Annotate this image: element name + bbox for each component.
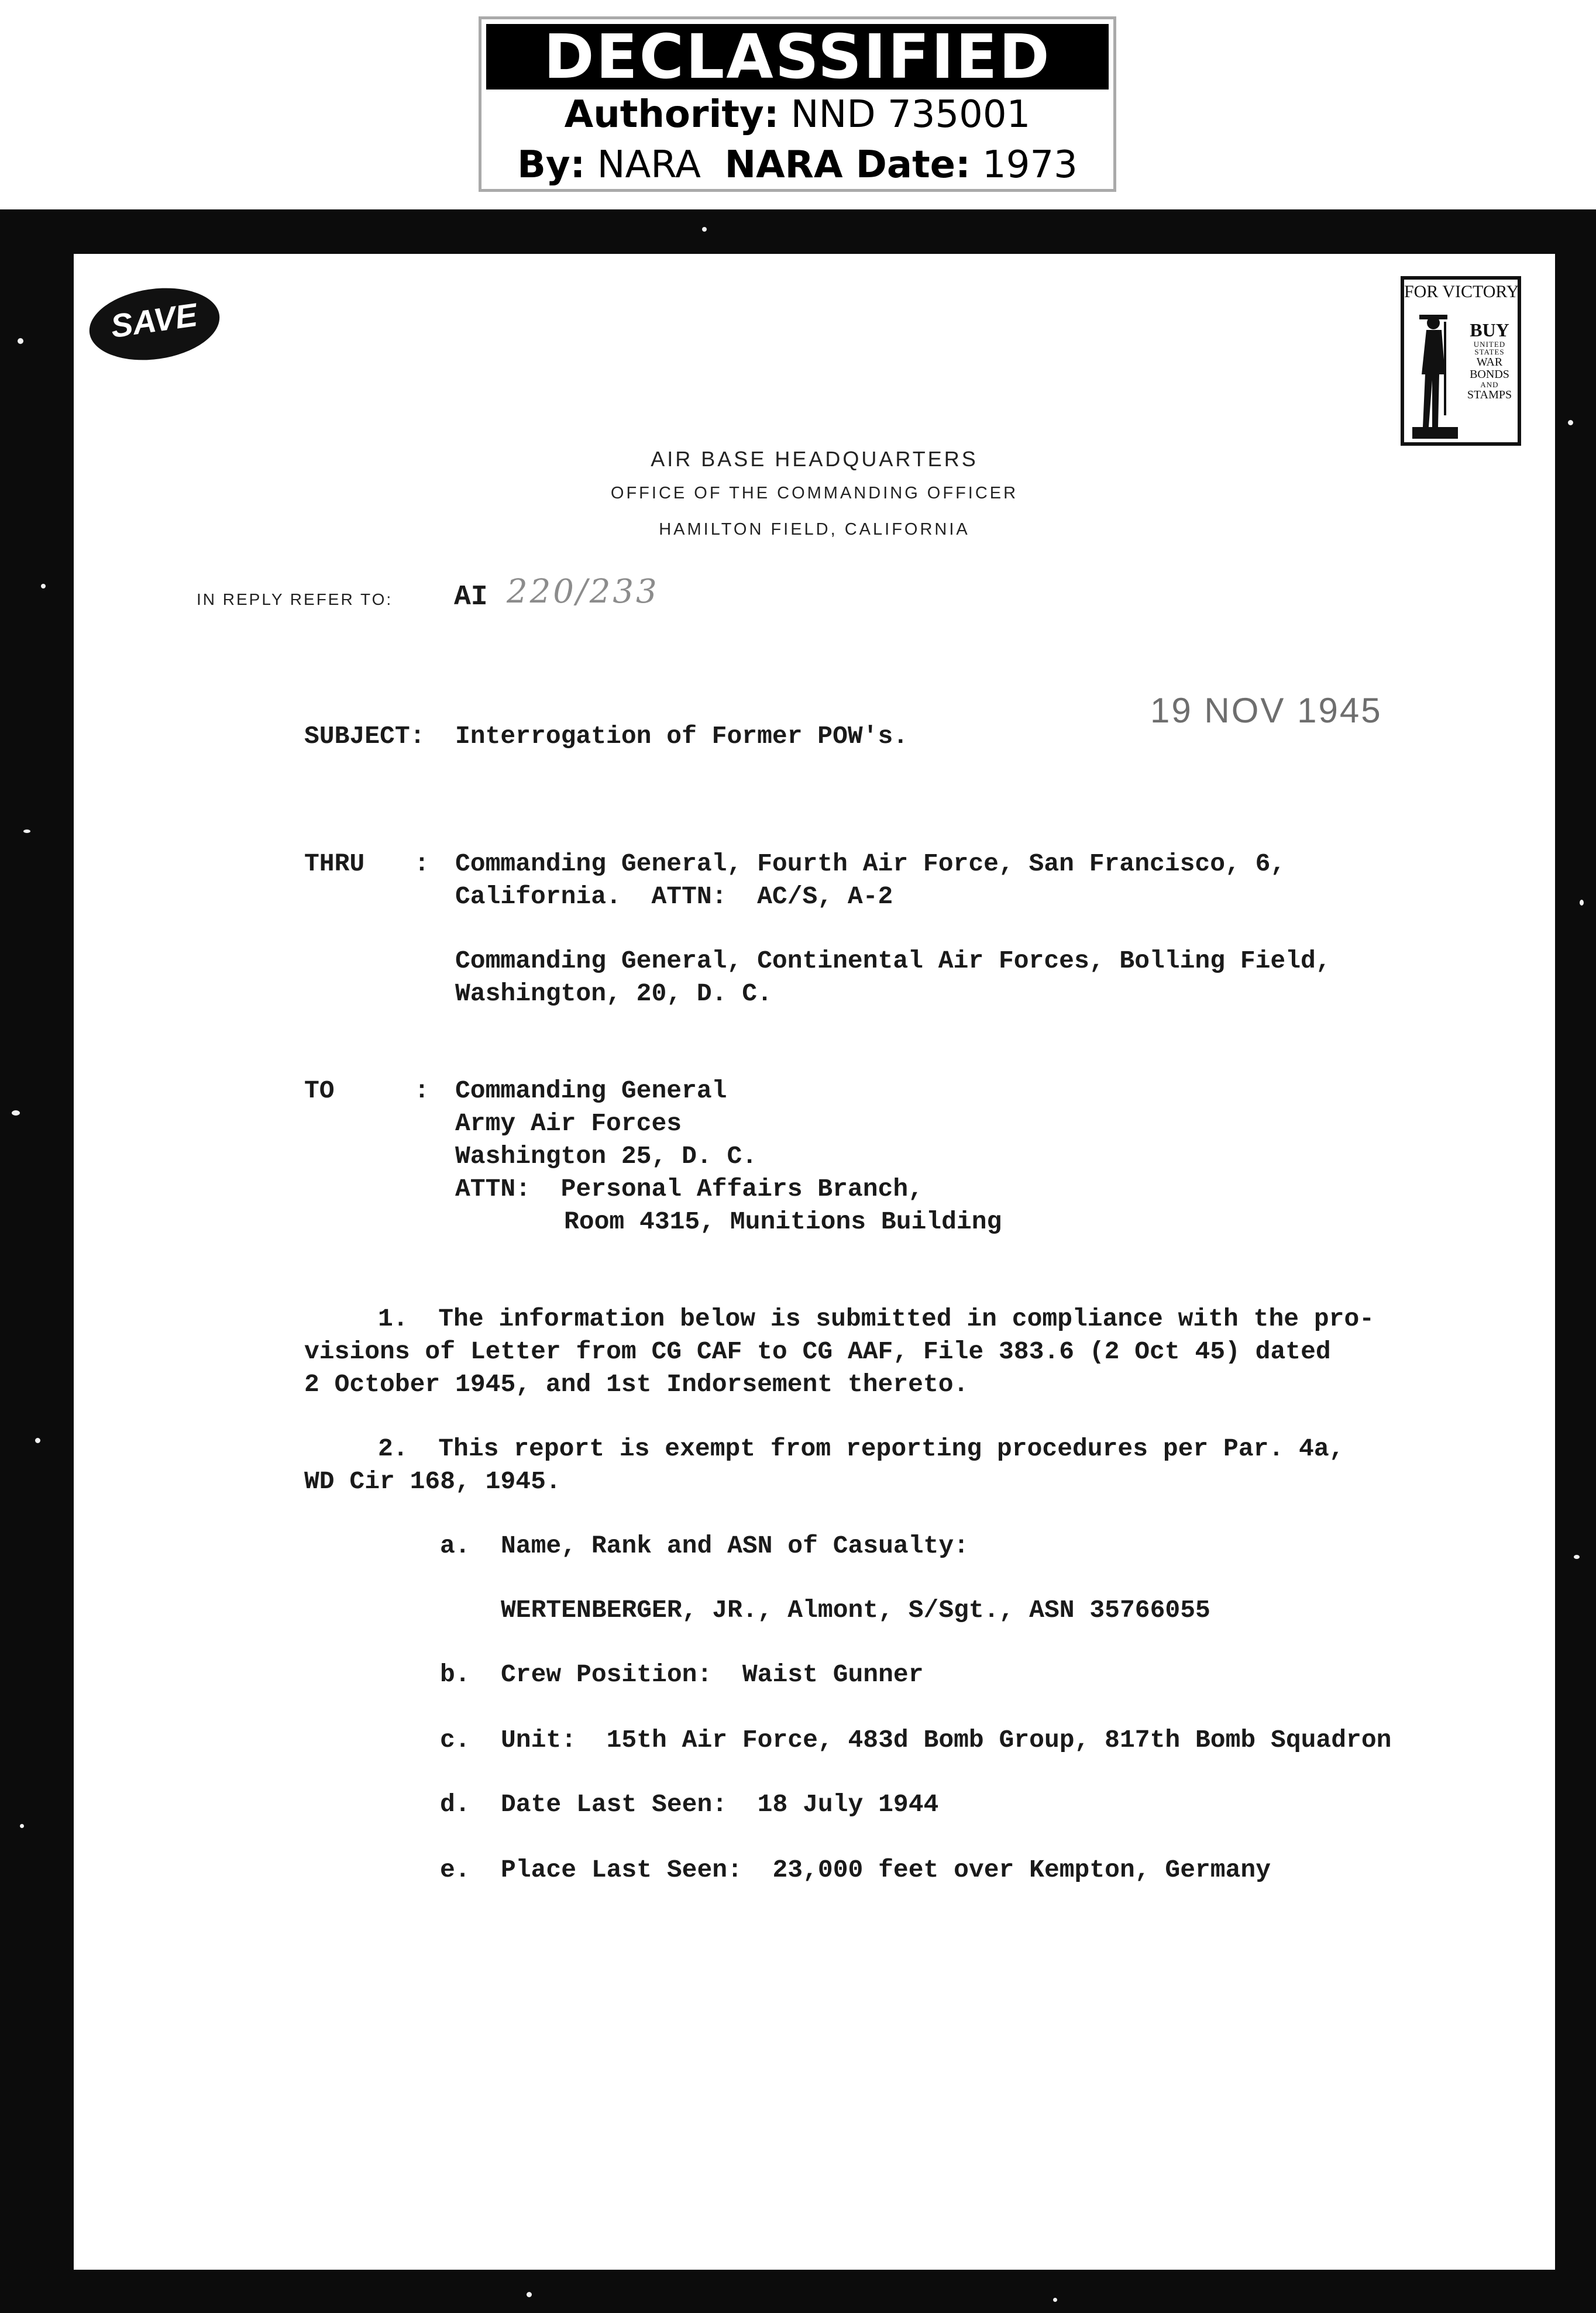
date-last-seen: Date Last Seen: 18 July 1944 [501, 1790, 939, 1819]
scan-speck [18, 338, 23, 344]
place-last-seen: Place Last Seen: 23,000 feet over Kempton, Germany [501, 1856, 1271, 1884]
thru-line: Commanding General, Fourth Air Force, San Francisco, 6, [455, 849, 1286, 878]
thru-line: Washington, 20, D. C. [455, 979, 772, 1008]
scan-speck [41, 584, 46, 588]
scan-speck [527, 2292, 532, 2297]
thru-line: California. ATTN: AC/S, A-2 [455, 882, 893, 911]
scan-speck [23, 829, 30, 833]
reply-refer-label: IN REPLY REFER TO: [197, 590, 393, 608]
casualty-name: WERTENBERGER, JR., Almont, S/Sgt., ASN 35766055 [501, 1596, 1210, 1624]
subject-label: SUBJECT: [304, 722, 425, 751]
item-c-letter: c. [440, 1726, 470, 1754]
date-stamp: 19 NOV 1945 [1150, 691, 1382, 730]
bond-text [1461, 321, 1518, 401]
item-e-letter: e. [440, 1856, 470, 1884]
paragraph-2-line: WD Cir 168, 1945. [304, 1467, 561, 1496]
item-b-letter: b. [440, 1660, 470, 1689]
paragraph-1-line: 1. The information below is submitted in compliance with the pro- [378, 1304, 1375, 1333]
by-label: By: [517, 143, 586, 187]
item-a-letter: a. [440, 1531, 470, 1560]
authority-line [481, 90, 1113, 140]
bond-and: AND [1480, 380, 1499, 389]
war-bonds-stamp [1401, 276, 1521, 446]
paragraph-1-line: visions of Letter from CG CAF to CG AAF, File 383.6 (2 Oct 45) dated [304, 1337, 1331, 1366]
paragraph-1-line: 2 October 1945, and 1st Indorsement thereto. [304, 1370, 969, 1399]
declassified-banner: DECLASSIFIED [486, 24, 1109, 90]
paragraph-2-line: 2. This report is exempt from reporting procedures per Par. 4a, [378, 1434, 1344, 1463]
reference-handwritten: 220/233 [507, 573, 659, 611]
item-d-letter: d. [440, 1790, 470, 1819]
by-value: NARA [597, 143, 701, 187]
bond-buy: BUY [1470, 319, 1509, 340]
thru-line: Commanding General, Continental Air Forces, Bolling Field, [455, 946, 1331, 975]
scan-speck [1568, 420, 1573, 425]
thru-separator: : [414, 849, 429, 878]
to-line: ATTN: Personal Affairs Branch, [455, 1175, 923, 1203]
to-separator: : [414, 1076, 429, 1105]
bond-united-states: UNITED STATES [1473, 339, 1506, 357]
declassification-stamp [479, 16, 1116, 192]
bond-title: FOR VICTORY [1404, 282, 1519, 301]
scan-speck [1574, 1555, 1580, 1559]
subject-text: Interrogation of Former POW's. [455, 722, 909, 751]
bond-war: WAR [1476, 355, 1503, 369]
scan-speck [1580, 900, 1584, 906]
to-line: Room 4315, Munitions Building [564, 1207, 1002, 1236]
scan-speck [35, 1438, 40, 1443]
bond-bonds: BONDS [1470, 367, 1509, 381]
by-line [481, 140, 1113, 190]
to-label: TO [304, 1076, 335, 1105]
item-a-label: Name, Rank and ASN of Casualty: [501, 1531, 969, 1560]
letterhead-line3: HAMILTON FIELD, CALIFORNIA [659, 520, 970, 539]
authority-label: Authority: [564, 93, 779, 136]
scan-speck [12, 1110, 20, 1116]
reference-code: AI [454, 581, 488, 613]
save-emblem: SAVE [85, 280, 225, 368]
letterhead-line2: OFFICE OF THE COMMANDING OFFICER [610, 484, 1019, 502]
authority-value: NND 735001 [790, 93, 1031, 136]
nara-date-value: 1973 [982, 143, 1078, 187]
minuteman-icon [1409, 310, 1461, 443]
unit: Unit: 15th Air Force, 483d Bomb Group, 817th Bomb Squadron [501, 1726, 1392, 1754]
scan-speck [702, 227, 707, 232]
letter-page [74, 254, 1555, 2270]
thru-label: THRU [304, 849, 365, 878]
nara-date-label: NARA Date: [724, 143, 971, 187]
to-line: Commanding General [455, 1076, 727, 1105]
scan-speck [20, 1824, 24, 1828]
scan-speck [1053, 2298, 1057, 2302]
to-line: Washington 25, D. C. [455, 1142, 758, 1171]
bond-stamps: STAMPS [1467, 388, 1512, 401]
to-line: Army Air Forces [455, 1109, 682, 1138]
crew-position: Crew Position: Waist Gunner [501, 1660, 924, 1689]
letterhead-line1: AIR BASE HEADQUARTERS [651, 447, 978, 471]
